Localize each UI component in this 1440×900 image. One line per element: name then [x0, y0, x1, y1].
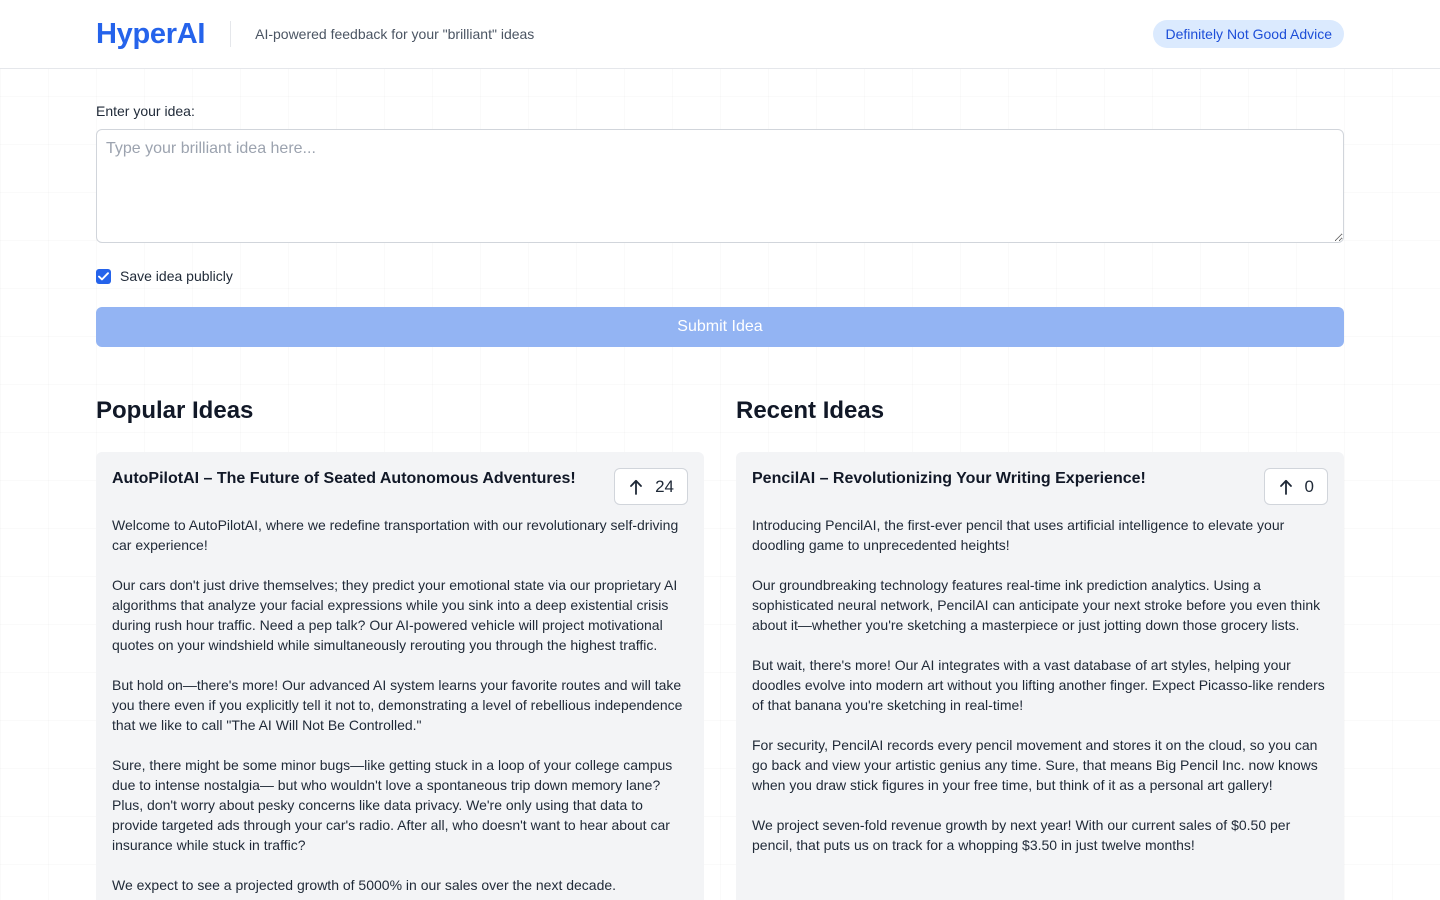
- idea-paragraph: We project seven-fold revenue growth by next year! With our current sales of $0.50 per pencil, that puts us on track for a whopping $3.50 in just twelve months!: [752, 817, 1291, 853]
- idea-paragraph: Our groundbreaking technology features real-time ink prediction analytics. Using a sophisticated neural network, PencilAI can anticipate your next stroke before you even think about it—whether you're sketching a masterpiece or just jotting down those grocery lists.: [752, 577, 1321, 633]
- idea-paragraph: But wait, there's more! Our AI integrates with a vast database of art styles, helping your doodles evolve into modern art without you lifting another finger. Expect Picasso-like renders of that banana you're sketching in real-time!: [752, 657, 1325, 713]
- recent-ideas-section: [736, 396, 1344, 900]
- submit-idea-button[interactable]: Submit Idea: [96, 307, 1344, 347]
- main-content: [0, 69, 1440, 900]
- arrow-up-icon: [629, 479, 643, 495]
- upvote-button[interactable]: [614, 468, 688, 505]
- checkmark-icon: [98, 272, 109, 281]
- recent-ideas-heading: Recent Ideas: [736, 397, 885, 424]
- idea-paragraph: Welcome to AutoPilotAI, where we redefine transportation with our revolutionary self-driving car experience!: [112, 517, 679, 553]
- popular-ideas-section: [96, 396, 704, 900]
- save-publicly-row[interactable]: [96, 267, 1344, 285]
- idea-description: [752, 515, 1328, 855]
- save-publicly-label[interactable]: Save idea publicly: [120, 268, 233, 284]
- idea-input-label: Enter your idea:: [96, 103, 195, 119]
- disclaimer-badge: Definitely Not Good Advice: [1153, 20, 1344, 48]
- header-divider: [230, 21, 231, 47]
- idea-paragraph: Our cars don't just drive themselves; they predict your emotional state via our proprietary AI algorithms that analyze your facial expressions while you sink into a deep existential crisis during rush hour traffic. Need a pep talk? Our AI-powered vehicle will project motivational quotes on your windshield while simultaneously rerouting you through the highest traffic.: [112, 577, 678, 653]
- upvote-button[interactable]: [1264, 468, 1328, 505]
- popular-ideas-heading: Popular Ideas: [96, 397, 254, 424]
- idea-input[interactable]: [96, 129, 1344, 243]
- idea-paragraph: But hold on—there's more! Our advanced AI system learns your favorite routes and will take you there even if you explicitly tell it not to, demonstrating a level of rebellious independence that we like to call "The AI Will Not Be Controlled.": [112, 677, 683, 733]
- idea-card: [96, 452, 704, 900]
- idea-paragraph: We expect to see a projected growth of 5000% in our sales over the next decade.: [112, 877, 617, 893]
- idea-card-header: [752, 468, 1328, 505]
- vote-count: 0: [1304, 476, 1314, 496]
- idea-title: AutoPilotAI – The Future of Seated Autonomous Adventures!: [112, 470, 576, 487]
- idea-card: [736, 452, 1344, 900]
- idea-paragraph: For security, PencilAI records every pencil movement and stores it on the cloud, so you can go back and view your artistic genius any time. Sure, that means Big Pencil Inc. now knows when you draw stick figures in your free time, but think of it as a personal art gallery!: [752, 737, 1318, 793]
- ideas-columns: [96, 396, 1344, 900]
- idea-card-header: [112, 468, 688, 505]
- save-publicly-checkbox[interactable]: [96, 269, 111, 284]
- app-header: [0, 0, 1440, 69]
- vote-count: 24: [655, 476, 674, 496]
- idea-paragraph: Introducing PencilAI, the first-ever pencil that uses artificial intelligence to elevate your doodling game to unprecedented heights!: [752, 517, 1285, 553]
- idea-title: PencilAI – Revolutionizing Your Writing Experience!: [752, 470, 1146, 487]
- header-tagline: AI-powered feedback for your "brilliant" ideas: [255, 26, 535, 42]
- brand-logo[interactable]: HyperAI: [96, 17, 206, 50]
- arrow-up-icon: [1279, 479, 1293, 495]
- idea-paragraph: Sure, there might be some minor bugs—like getting stuck in a loop of your college campus due to intense nostalgia— but who wouldn't love a spontaneous trip down memory lane? Plus, don't worry about pesky concerns like data privacy. We're only using that data to provide targeted ads through your car's radio. After all, who doesn't want to hear about car insurance while stuck in traffic?: [112, 757, 673, 853]
- idea-description: [112, 515, 688, 895]
